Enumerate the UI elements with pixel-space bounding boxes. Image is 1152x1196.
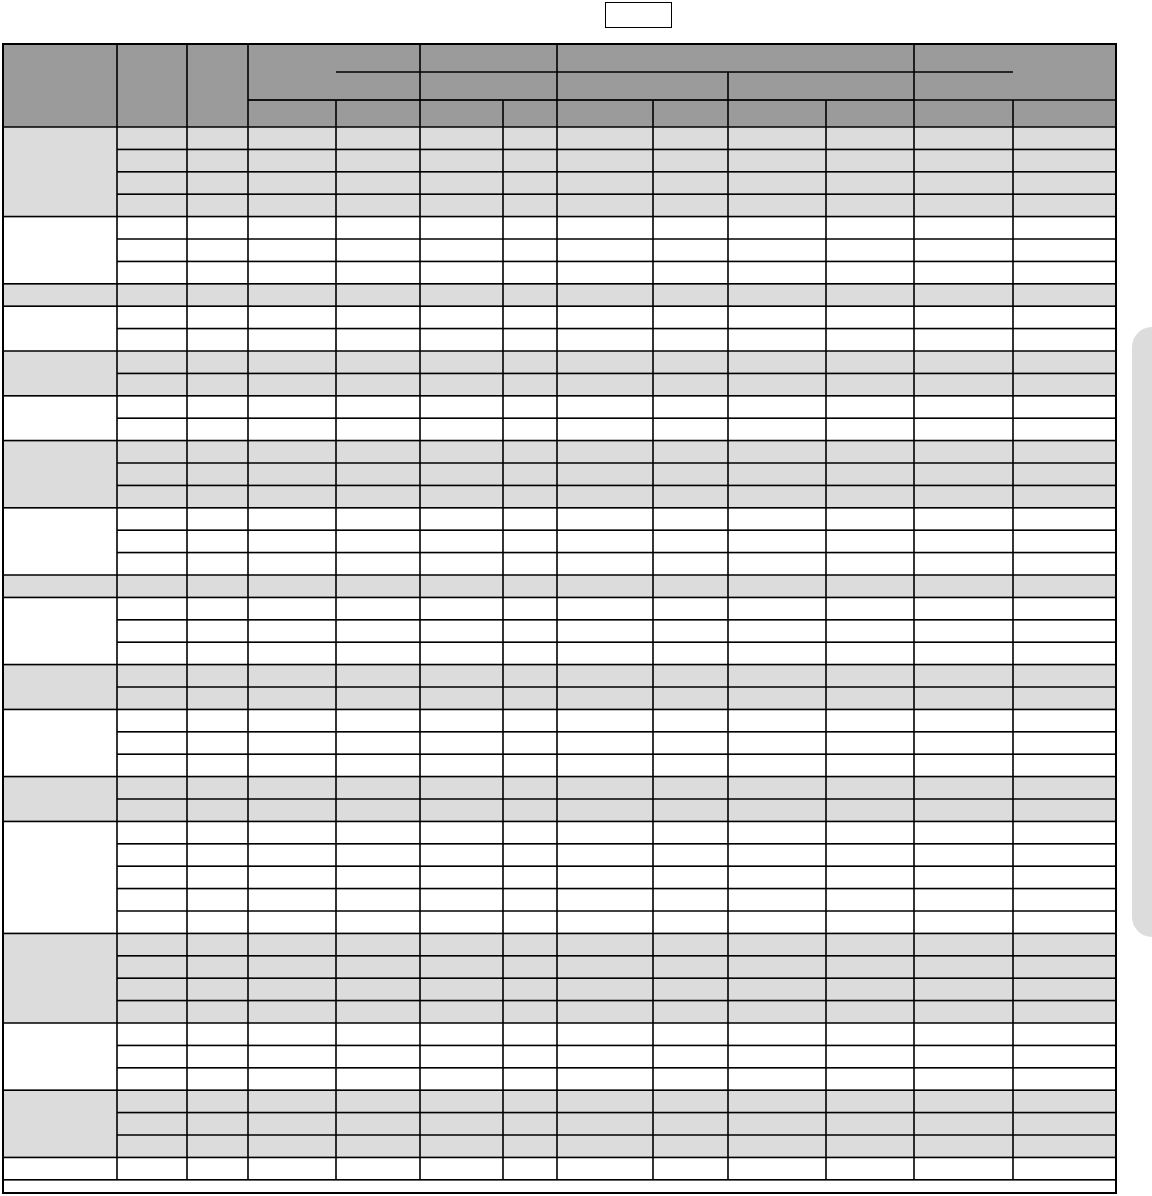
row-group: [4, 284, 1115, 306]
row-group: [4, 1157, 1115, 1179]
row-group: [4, 709, 1115, 776]
header-area: [4, 45, 1115, 127]
row-group: [4, 821, 1115, 933]
row-group: [4, 217, 1115, 284]
side-thumb-tab: [1132, 327, 1152, 937]
row-group: [4, 597, 1115, 664]
row-group: [4, 575, 1115, 597]
blank-grid-table: [2, 43, 1117, 1194]
row-group: [4, 1023, 1115, 1090]
row-group: [4, 508, 1115, 575]
row-group: [4, 1090, 1115, 1157]
grid-table-svg: [4, 45, 1115, 1192]
row-group: [4, 441, 1115, 508]
page-number-box: [605, 2, 672, 28]
